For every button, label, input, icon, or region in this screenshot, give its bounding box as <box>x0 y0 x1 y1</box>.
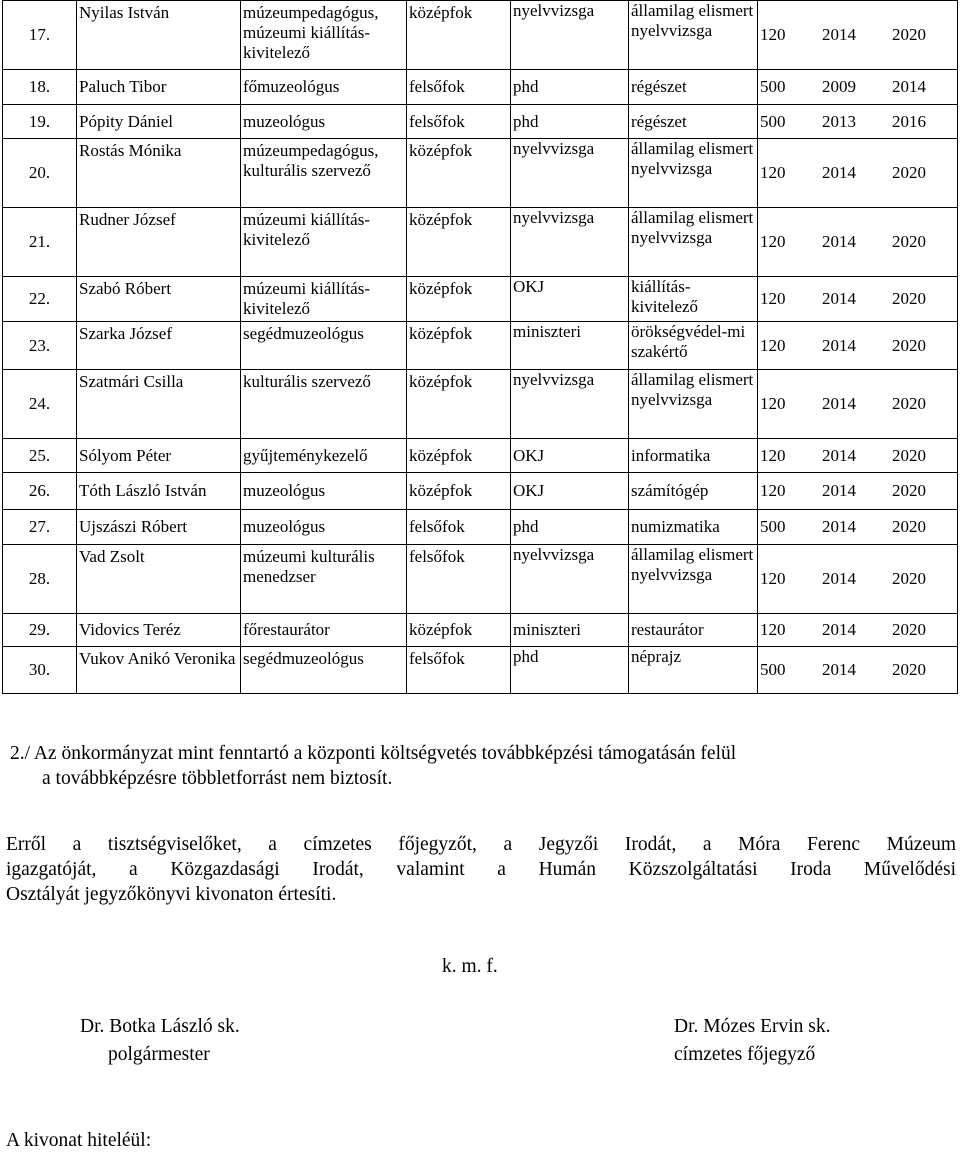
training-values <box>758 510 958 545</box>
row-number <box>3 322 77 370</box>
qualification-type <box>511 208 629 277</box>
education-level-text: felsőfok <box>409 111 465 131</box>
employee-position-text: múzeumi kiállítás-kivitelező <box>243 279 370 318</box>
row-number <box>3 510 77 545</box>
employee-name-text: Vukov Anikó Veronika <box>79 649 236 668</box>
education-level-text: középfok <box>409 445 473 465</box>
training-start-year: 2014 <box>822 620 856 639</box>
qualification-field <box>629 277 758 322</box>
qualification-type-text: phd <box>513 647 539 666</box>
row-number-text: 17. <box>28 25 51 44</box>
training-end-year: 2020 <box>892 394 926 413</box>
training-hours: 120 <box>760 394 786 413</box>
row-number-text: 29. <box>28 620 51 639</box>
training-values <box>758 370 958 439</box>
education-level-text: felsőfok <box>409 77 465 96</box>
row-number <box>3 439 77 473</box>
training-end-year: 2014 <box>892 77 926 96</box>
employee-position <box>241 277 407 322</box>
education-level-text: középfok <box>409 481 473 500</box>
employee-position <box>241 439 407 473</box>
qualification-field <box>629 322 758 370</box>
qualification-field <box>629 105 758 139</box>
education-level <box>407 208 511 277</box>
training-values <box>758 322 958 370</box>
row-number-text: 20. <box>28 163 51 182</box>
training-values <box>758 614 958 647</box>
qualification-field-text: restaurátor <box>631 620 704 639</box>
qualification-type <box>511 473 629 510</box>
education-level <box>407 545 511 614</box>
education-level-text: középfok <box>409 324 473 343</box>
training-start-year: 2014 <box>822 660 856 679</box>
education-level-text: felsőfok <box>409 517 465 536</box>
training-end-year: 2020 <box>892 481 926 500</box>
qualification-type-text: nyelvvizsga <box>513 139 595 158</box>
qualification-type <box>511 139 629 208</box>
attestation-label: A kivonat hiteléül: <box>6 1130 152 1151</box>
qualification-field-text: államilag elismert nyelvvizsga <box>631 1 754 40</box>
employee-name-text: Tóth László István <box>79 481 207 500</box>
employee-position <box>241 473 407 510</box>
qualification-field-text: informatika <box>631 445 711 465</box>
qualification-type <box>511 70 629 105</box>
row-number <box>3 208 77 277</box>
training-hours: 500 <box>760 111 786 131</box>
training-values <box>758 1 958 70</box>
employee-position-text: főmuzeológus <box>243 77 340 96</box>
employee-position <box>241 370 407 439</box>
table-row <box>3 439 958 473</box>
table-row <box>3 614 958 647</box>
table-row <box>3 70 958 105</box>
education-level <box>407 139 511 208</box>
table-row <box>3 473 958 510</box>
training-start-year: 2014 <box>822 481 856 500</box>
employee-position <box>241 322 407 370</box>
qualification-type-text: miniszteri <box>513 322 581 341</box>
qualification-type-text: OKJ <box>513 481 545 500</box>
employee-position <box>241 510 407 545</box>
employee-name-text: Szatmári Csilla <box>79 372 184 391</box>
qualification-field <box>629 545 758 614</box>
row-number-text: 18. <box>28 77 51 96</box>
row-number <box>3 647 77 694</box>
training-values <box>758 105 958 139</box>
paragraph-notification-line3: Osztályát jegyzőkönyvi kivonaton értesíti. <box>6 884 337 905</box>
training-start-year: 2014 <box>822 163 856 182</box>
education-level <box>407 277 511 322</box>
employee-position <box>241 105 407 139</box>
employee-position-text: múzeumpedagógus, kulturális szervező <box>243 141 379 180</box>
training-hours: 120 <box>760 335 786 355</box>
qualification-type-text: phd <box>513 77 539 96</box>
table-row <box>3 647 958 694</box>
employee-name <box>77 139 241 208</box>
table-row <box>3 510 958 545</box>
qualification-field <box>629 439 758 473</box>
employee-name-text: Ujszászi Róbert <box>79 517 188 536</box>
employee-name <box>77 510 241 545</box>
qualification-type-text: nyelvvizsga <box>513 1 595 20</box>
training-end-year: 2020 <box>892 163 926 182</box>
row-number <box>3 139 77 208</box>
education-level <box>407 322 511 370</box>
row-number-text: 24. <box>28 394 51 413</box>
employee-position-text: gyűjteménykezelő <box>243 445 368 465</box>
training-hours: 500 <box>760 660 786 679</box>
training-start-year: 2014 <box>822 335 856 355</box>
qualification-field-text: régészet <box>631 111 687 131</box>
training-values <box>758 70 958 105</box>
employee-position-text: segédmuzeológus <box>243 324 364 343</box>
row-number-text: 21. <box>28 232 51 251</box>
training-hours: 500 <box>760 517 786 536</box>
row-number-text: 30. <box>28 660 51 679</box>
qualification-type <box>511 545 629 614</box>
paragraph-notification-line2: igazgatóját, a Közgazdasági Irodát, valamint a Humán Közszolgáltatási Iroda Művelődési <box>6 859 956 880</box>
qualification-field-text: kiállítás-kivitelező <box>631 277 699 316</box>
qualification-type-text: nyelvvizsga <box>513 208 595 227</box>
training-hours: 500 <box>760 77 786 96</box>
row-number-text: 22. <box>28 289 51 308</box>
qualification-type <box>511 105 629 139</box>
paragraph-funding <box>10 741 956 791</box>
qualification-type-text: OKJ <box>513 277 545 296</box>
employee-name <box>77 1 241 70</box>
qualification-field <box>629 510 758 545</box>
employee-name <box>77 277 241 322</box>
training-end-year: 2020 <box>892 335 926 355</box>
qualification-type <box>511 277 629 322</box>
employee-name <box>77 614 241 647</box>
training-start-year: 2014 <box>822 25 856 44</box>
employee-position-text: kulturális szervező <box>243 372 371 391</box>
employee-position <box>241 614 407 647</box>
qualification-field-text: államilag elismert nyelvvizsga <box>631 545 754 584</box>
training-end-year: 2020 <box>892 620 926 639</box>
kmf-mark: k. m. f. <box>442 956 498 977</box>
education-level <box>407 1 511 70</box>
employee-name-text: Szabó Róbert <box>79 279 172 298</box>
qualification-type <box>511 439 629 473</box>
employee-name-text: Vad Zsolt <box>79 547 145 566</box>
education-level <box>407 439 511 473</box>
qualification-type <box>511 322 629 370</box>
employee-position-text: múzeumpedagógus, múzeumi kiállítás-kivitelező <box>243 3 379 62</box>
employee-name <box>77 473 241 510</box>
training-start-year: 2014 <box>822 394 856 413</box>
training-end-year: 2020 <box>892 232 926 251</box>
staff-table <box>2 0 958 694</box>
training-end-year: 2020 <box>892 517 926 536</box>
education-level-text: középfok <box>409 372 473 391</box>
training-start-year: 2009 <box>822 77 856 96</box>
qualification-type <box>511 614 629 647</box>
qualification-field <box>629 473 758 510</box>
employee-name <box>77 439 241 473</box>
qualification-type-text: OKJ <box>513 445 545 465</box>
employee-name <box>77 105 241 139</box>
training-start-year: 2014 <box>822 289 856 308</box>
training-start-year: 2014 <box>822 445 856 465</box>
training-hours: 120 <box>760 481 786 500</box>
education-level <box>407 510 511 545</box>
qualification-type-text: phd <box>513 517 539 536</box>
table-row <box>3 277 958 322</box>
employee-name <box>77 70 241 105</box>
training-values <box>758 277 958 322</box>
qualification-type-text: miniszteri <box>513 620 581 639</box>
employee-position-text: múzeumi kulturális menedzser <box>243 547 375 586</box>
row-number-text: 19. <box>28 111 51 131</box>
paragraph-notification-line1: Erről a tisztségviselőket, a címzetes főjegyzőt, a Jegyzői Irodát, a Móra Ferenc Múzeum <box>6 834 956 855</box>
training-end-year: 2020 <box>892 289 926 308</box>
training-hours: 120 <box>760 163 786 182</box>
qualification-field <box>629 370 758 439</box>
employee-name-text: Szarka József <box>79 324 172 343</box>
qualification-type <box>511 510 629 545</box>
employee-position <box>241 139 407 208</box>
training-hours: 120 <box>760 620 786 639</box>
row-number-text: 27. <box>28 517 51 536</box>
qualification-type <box>511 370 629 439</box>
qualification-field-text: számítógép <box>631 481 709 500</box>
qualification-type <box>511 647 629 694</box>
training-hours: 120 <box>760 232 786 251</box>
qualification-field-text: numizmatika <box>631 517 720 536</box>
employee-name <box>77 370 241 439</box>
table-row <box>3 545 958 614</box>
education-level-text: középfok <box>409 141 473 160</box>
education-level <box>407 105 511 139</box>
employee-position <box>241 70 407 105</box>
training-end-year: 2016 <box>892 111 926 131</box>
training-values <box>758 439 958 473</box>
qualification-field <box>629 614 758 647</box>
training-start-year: 2013 <box>822 111 856 131</box>
employee-name-text: Nyilas István <box>79 3 170 22</box>
education-level <box>407 614 511 647</box>
qualification-type-text: phd <box>513 111 539 131</box>
employee-position <box>241 545 407 614</box>
paragraph-funding-line1: 2./ Az önkormányzat mint fenntartó a központi költségvetés továbbképzési támogatásán felül <box>10 743 737 764</box>
qualification-type-text: nyelvvizsga <box>513 370 595 389</box>
employee-name <box>77 322 241 370</box>
education-level-text: középfok <box>409 620 473 639</box>
qualification-field <box>629 647 758 694</box>
qualification-field-text: örökségvédel-mi szakértő <box>631 322 746 361</box>
employee-name <box>77 208 241 277</box>
employee-name <box>77 545 241 614</box>
employee-name-text: Rostás Mónika <box>79 141 182 160</box>
training-end-year: 2020 <box>892 445 926 465</box>
row-number <box>3 105 77 139</box>
employee-name-text: Sólyom Péter <box>79 445 172 465</box>
row-number <box>3 70 77 105</box>
training-start-year: 2014 <box>822 232 856 251</box>
paragraph-funding-line2: a továbbképzésre többletforrást nem biztosít. <box>42 768 393 789</box>
education-level <box>407 647 511 694</box>
qualification-field-text: néprajz <box>631 647 682 666</box>
education-level-text: felsőfok <box>409 547 465 566</box>
training-end-year: 2020 <box>892 25 926 44</box>
education-level <box>407 473 511 510</box>
notary-name: Dr. Mózes Ervin sk. <box>674 1016 831 1037</box>
training-hours: 120 <box>760 25 786 44</box>
qualification-field-text: államilag elismert nyelvvizsga <box>631 370 754 409</box>
employee-position-text: segédmuzeológus <box>243 649 364 668</box>
education-level-text: középfok <box>409 3 473 22</box>
row-number-text: 25. <box>28 445 51 465</box>
employee-name-text: Pópity Dániel <box>79 111 173 131</box>
qualification-field <box>629 208 758 277</box>
training-start-year: 2014 <box>822 569 856 588</box>
qualification-type <box>511 1 629 70</box>
paragraph-notification <box>6 832 956 907</box>
employee-position-text: muzeológus <box>243 111 326 131</box>
training-hours: 120 <box>760 289 786 308</box>
training-end-year: 2020 <box>892 660 926 679</box>
qualification-field <box>629 139 758 208</box>
qualification-field <box>629 70 758 105</box>
training-values <box>758 647 958 694</box>
education-level-text: felsőfok <box>409 649 465 668</box>
training-values <box>758 208 958 277</box>
table-row <box>3 1 958 70</box>
table-row <box>3 105 958 139</box>
qualification-field-text: államilag elismert nyelvvizsga <box>631 208 754 247</box>
education-level-text: középfok <box>409 279 473 298</box>
education-level-text: középfok <box>409 210 473 229</box>
employee-name <box>77 647 241 694</box>
employee-position <box>241 208 407 277</box>
qualification-field-text: államilag elismert nyelvvizsga <box>631 139 754 178</box>
table-row <box>3 208 958 277</box>
row-number <box>3 545 77 614</box>
row-number <box>3 1 77 70</box>
row-number <box>3 614 77 647</box>
training-start-year: 2014 <box>822 517 856 536</box>
training-hours: 120 <box>760 569 786 588</box>
table-row <box>3 370 958 439</box>
employee-position-text: főrestaurátor <box>243 620 330 639</box>
row-number-text: 26. <box>28 481 51 500</box>
qualification-field <box>629 1 758 70</box>
training-hours: 120 <box>760 445 786 465</box>
employee-position-text: muzeológus <box>243 481 326 500</box>
employee-name-text: Rudner József <box>79 210 176 229</box>
row-number-text: 23. <box>28 335 51 355</box>
employee-position-text: muzeológus <box>243 517 326 536</box>
qualification-type-text: nyelvvizsga <box>513 545 595 564</box>
training-end-year: 2020 <box>892 569 926 588</box>
qualification-field-text: régészet <box>631 77 687 96</box>
mayor-name: Dr. Botka László sk. <box>80 1016 240 1037</box>
training-values <box>758 139 958 208</box>
education-level <box>407 370 511 439</box>
table-row <box>3 322 958 370</box>
training-values <box>758 545 958 614</box>
notary-title: címzetes főjegyző <box>674 1044 816 1065</box>
education-level <box>407 70 511 105</box>
employee-name-text: Paluch Tibor <box>79 77 167 96</box>
row-number-text: 28. <box>28 569 51 588</box>
employee-position <box>241 1 407 70</box>
employee-position-text: múzeumi kiállítás-kivitelező <box>243 210 370 249</box>
row-number <box>3 473 77 510</box>
mayor-title: polgármester <box>108 1044 210 1065</box>
employee-position <box>241 647 407 694</box>
training-values <box>758 473 958 510</box>
employee-name-text: Vidovics Teréz <box>79 620 181 639</box>
table-row <box>3 139 958 208</box>
row-number <box>3 277 77 322</box>
row-number <box>3 370 77 439</box>
